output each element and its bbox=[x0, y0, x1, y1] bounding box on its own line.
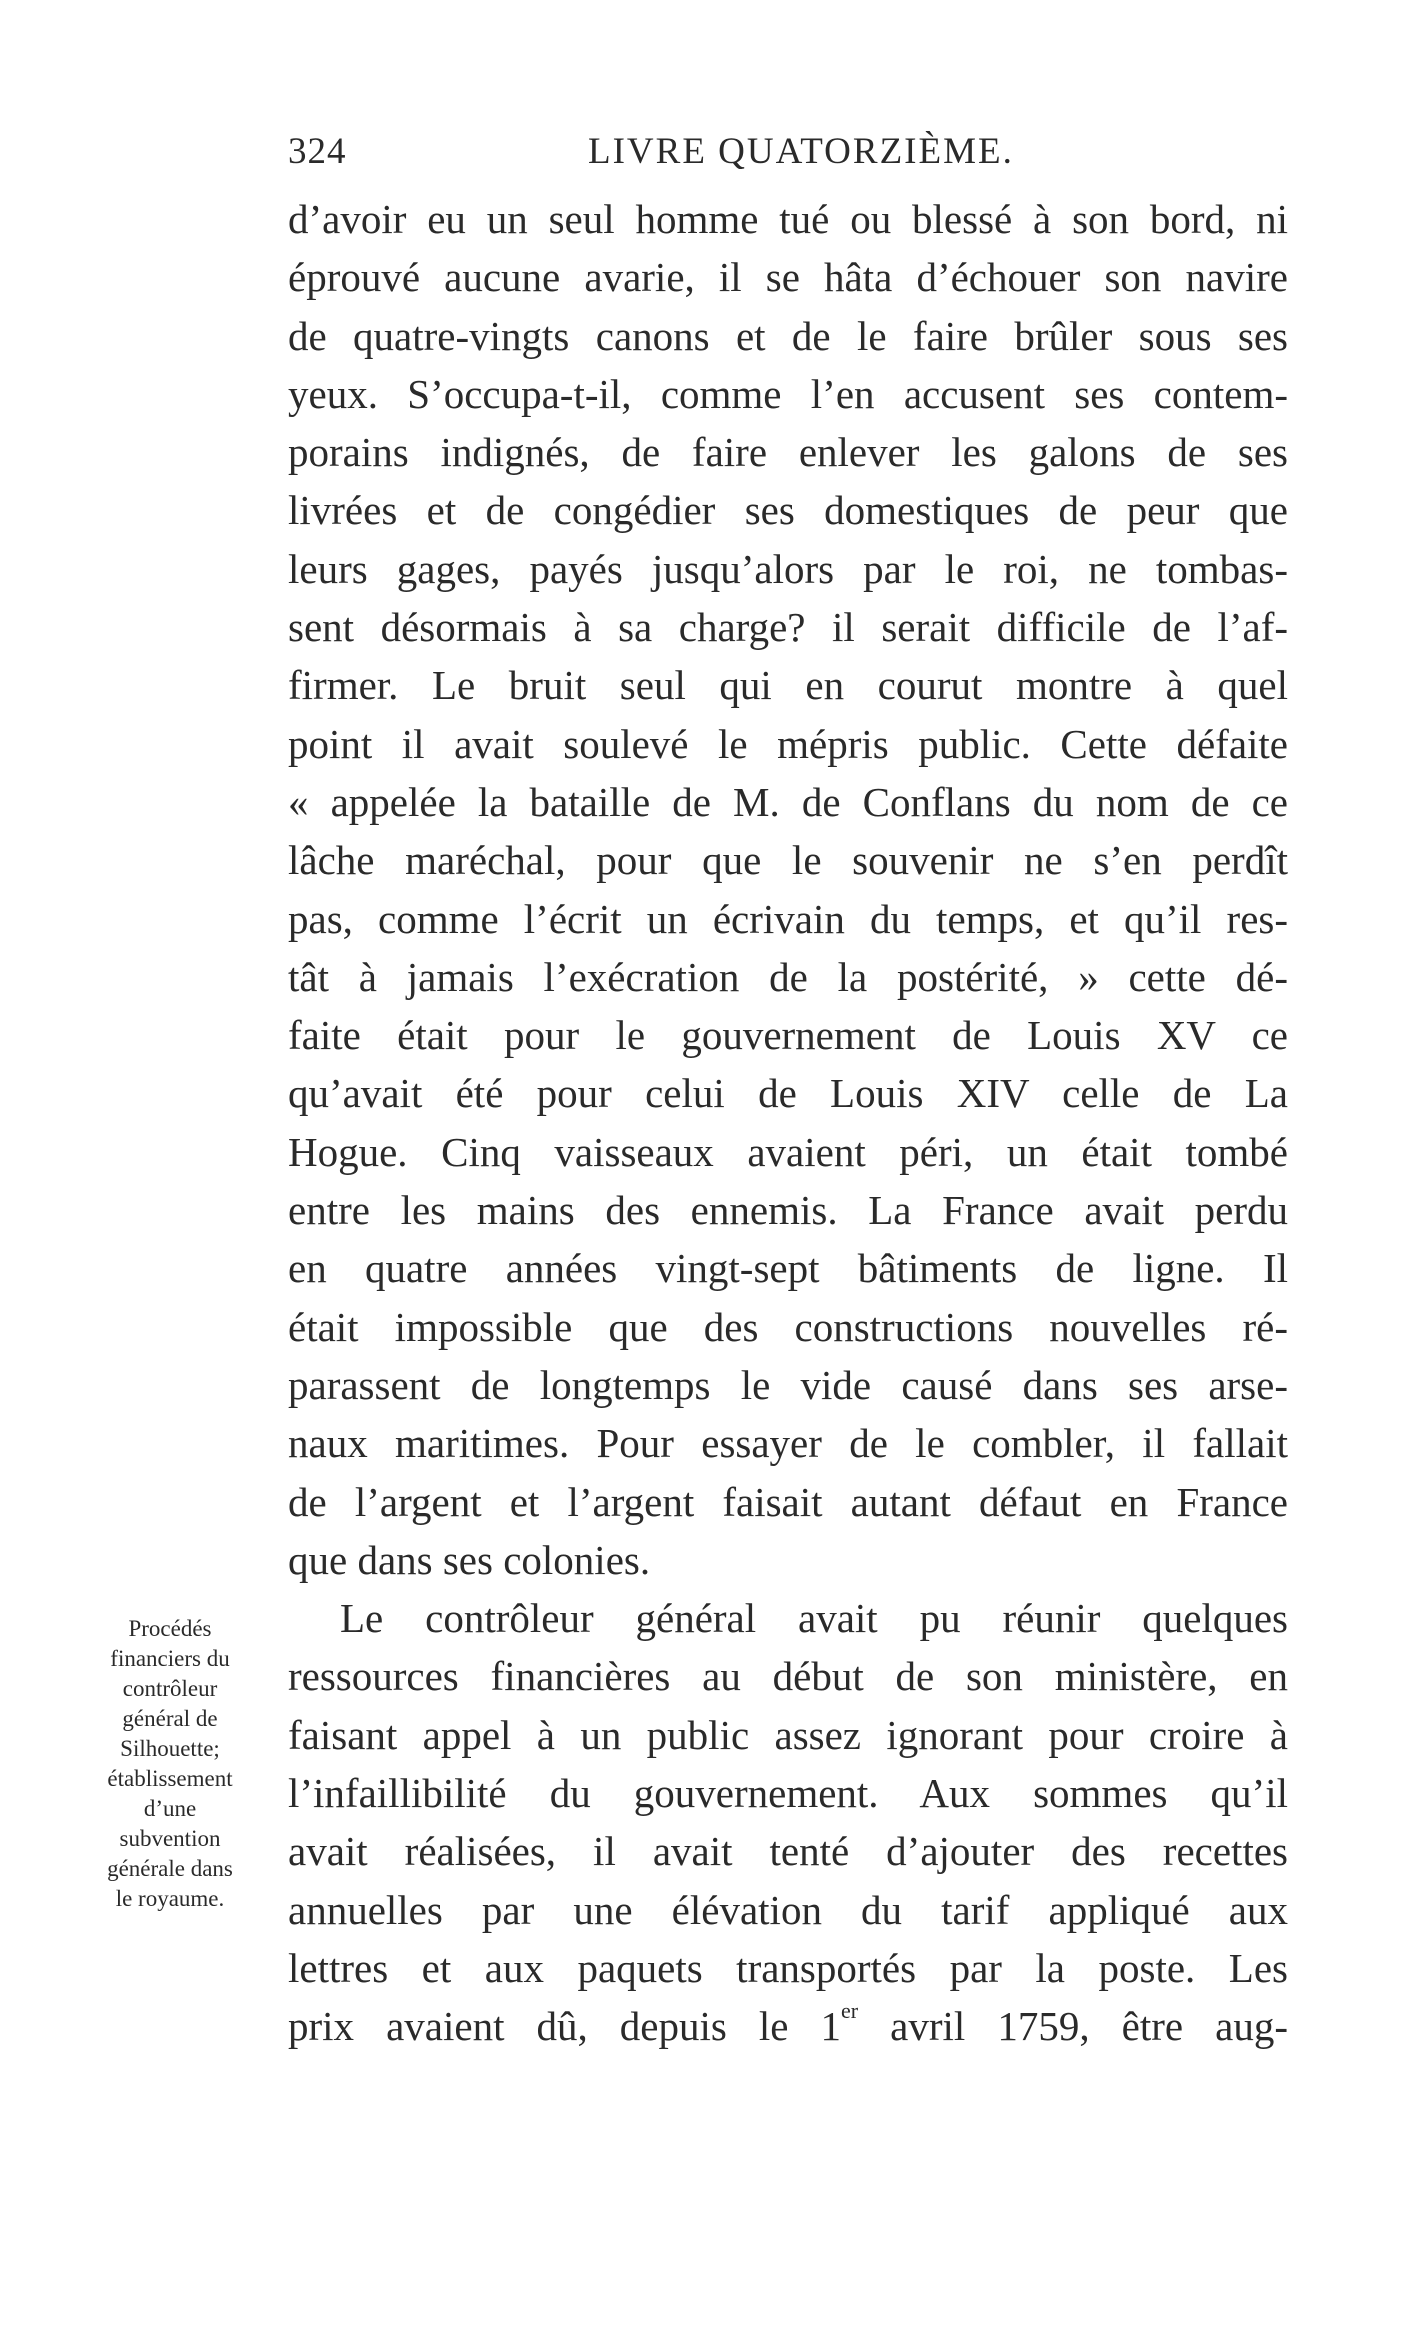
text-line: « appelée la bataille de M. de Conflans du nom de ce bbox=[288, 778, 1288, 825]
text-line: faite était pour le gouvernement de Louis XV ce bbox=[288, 1012, 1288, 1059]
text-line: livrées et de congédier ses domestiques de peur que bbox=[288, 487, 1288, 534]
text-line: qu’avait été pour celui de Louis XIV celle de La bbox=[288, 1070, 1288, 1117]
text-line: éprouvé aucune avarie, il se hâta d’échouer son navire bbox=[288, 254, 1288, 301]
margin-note-line: d’une bbox=[143, 1796, 197, 1821]
text-line: Hogue. Cinq vaisseaux avaient péri, un était tombé bbox=[288, 1128, 1288, 1175]
line-text-before: prix avaient dû, depuis le 1 bbox=[288, 2003, 842, 2050]
margin-note-line: générale dans bbox=[107, 1856, 233, 1881]
paragraph-end-line: que dans ses colonies. bbox=[288, 1536, 651, 1583]
body-text bbox=[288, 190, 1288, 2056]
margin-note-line: établissement bbox=[107, 1766, 233, 1791]
running-head bbox=[288, 130, 1288, 190]
text-line-with-superscript bbox=[288, 1997, 1288, 2055]
text-line: point il avait soulevé le mépris public. Cette défaite bbox=[288, 720, 1288, 767]
margin-note-line: général de bbox=[122, 1706, 218, 1731]
text-line: sent désormais à sa charge? il serait difficile de l’af- bbox=[288, 604, 1288, 651]
text-line: lâche maréchal, pour que le souvenir ne s’en perdît bbox=[288, 837, 1288, 884]
margin-note-line: Silhouette; bbox=[120, 1736, 220, 1761]
text-line: d’avoir eu un seul homme tué ou blessé à son bord, ni bbox=[288, 196, 1288, 242]
text-line: de l’argent et l’argent faisait autant défaut en France bbox=[288, 1478, 1288, 1525]
text-line: parassent de longtemps le vide causé dans ses arse- bbox=[288, 1361, 1288, 1408]
margin-note-line: financiers du bbox=[110, 1646, 230, 1671]
text-line: l’infaillibilité du gouvernement. Aux sommes qu’il bbox=[288, 1770, 1288, 1817]
margin-note bbox=[70, 1614, 270, 1914]
text-line: tât à jamais l’exécration de la postérité, » cette dé- bbox=[288, 953, 1288, 1000]
text-line: porains indignés, de faire enlever les galons de ses bbox=[288, 429, 1288, 476]
text-line: en quatre années vingt-sept bâtiments de ligne. Il bbox=[288, 1245, 1288, 1292]
text-line: entre les mains des ennemis. La France avait perdu bbox=[288, 1187, 1288, 1234]
text-line: avait réalisées, il avait tenté d’ajouter des recettes bbox=[288, 1828, 1288, 1875]
margin-note-line: le royaume. bbox=[115, 1886, 225, 1911]
page-number: 324 bbox=[288, 131, 347, 172]
ordinal-superscript: er bbox=[841, 1997, 859, 2023]
text-line: leurs gages, payés jusqu’alors par le roi, ne tombas- bbox=[288, 545, 1288, 592]
margin-note-line: Procédés bbox=[128, 1616, 212, 1641]
text-line: ressources financières au début de son ministère, en bbox=[288, 1653, 1288, 1700]
running-title: LIVRE QUATORZIÈME. bbox=[588, 131, 1014, 172]
text-line: annuelles par une élévation du tarif appliqué aux bbox=[288, 1886, 1288, 1933]
paragraph-start-line: Le contrôleur général avait pu réunir quelques bbox=[340, 1595, 1288, 1642]
text-line: firmer. Le bruit seul qui en courut montre à quel bbox=[288, 662, 1288, 709]
margin-note-line: contrôleur bbox=[122, 1676, 218, 1701]
text-line: faisant appel à un public assez ignorant pour croire à bbox=[288, 1711, 1288, 1758]
text-line: lettres et aux paquets transportés par la poste. Les bbox=[288, 1944, 1288, 1991]
text-line: était impossible que des constructions nouvelles ré- bbox=[288, 1303, 1288, 1350]
text-line: naux maritimes. Pour essayer de le combler, il fallait bbox=[288, 1420, 1288, 1467]
margin-note-line: subvention bbox=[119, 1826, 221, 1851]
text-line: de quatre-vingts canons et de le faire brûler sous ses bbox=[288, 312, 1288, 359]
line-text-after: avril 1759, être aug- bbox=[858, 2003, 1288, 2050]
text-line: yeux. S’occupa-t-il, comme l’en accusent ses contem- bbox=[288, 370, 1288, 417]
text-line: pas, comme l’écrit un écrivain du temps, et qu’il res- bbox=[288, 895, 1288, 942]
